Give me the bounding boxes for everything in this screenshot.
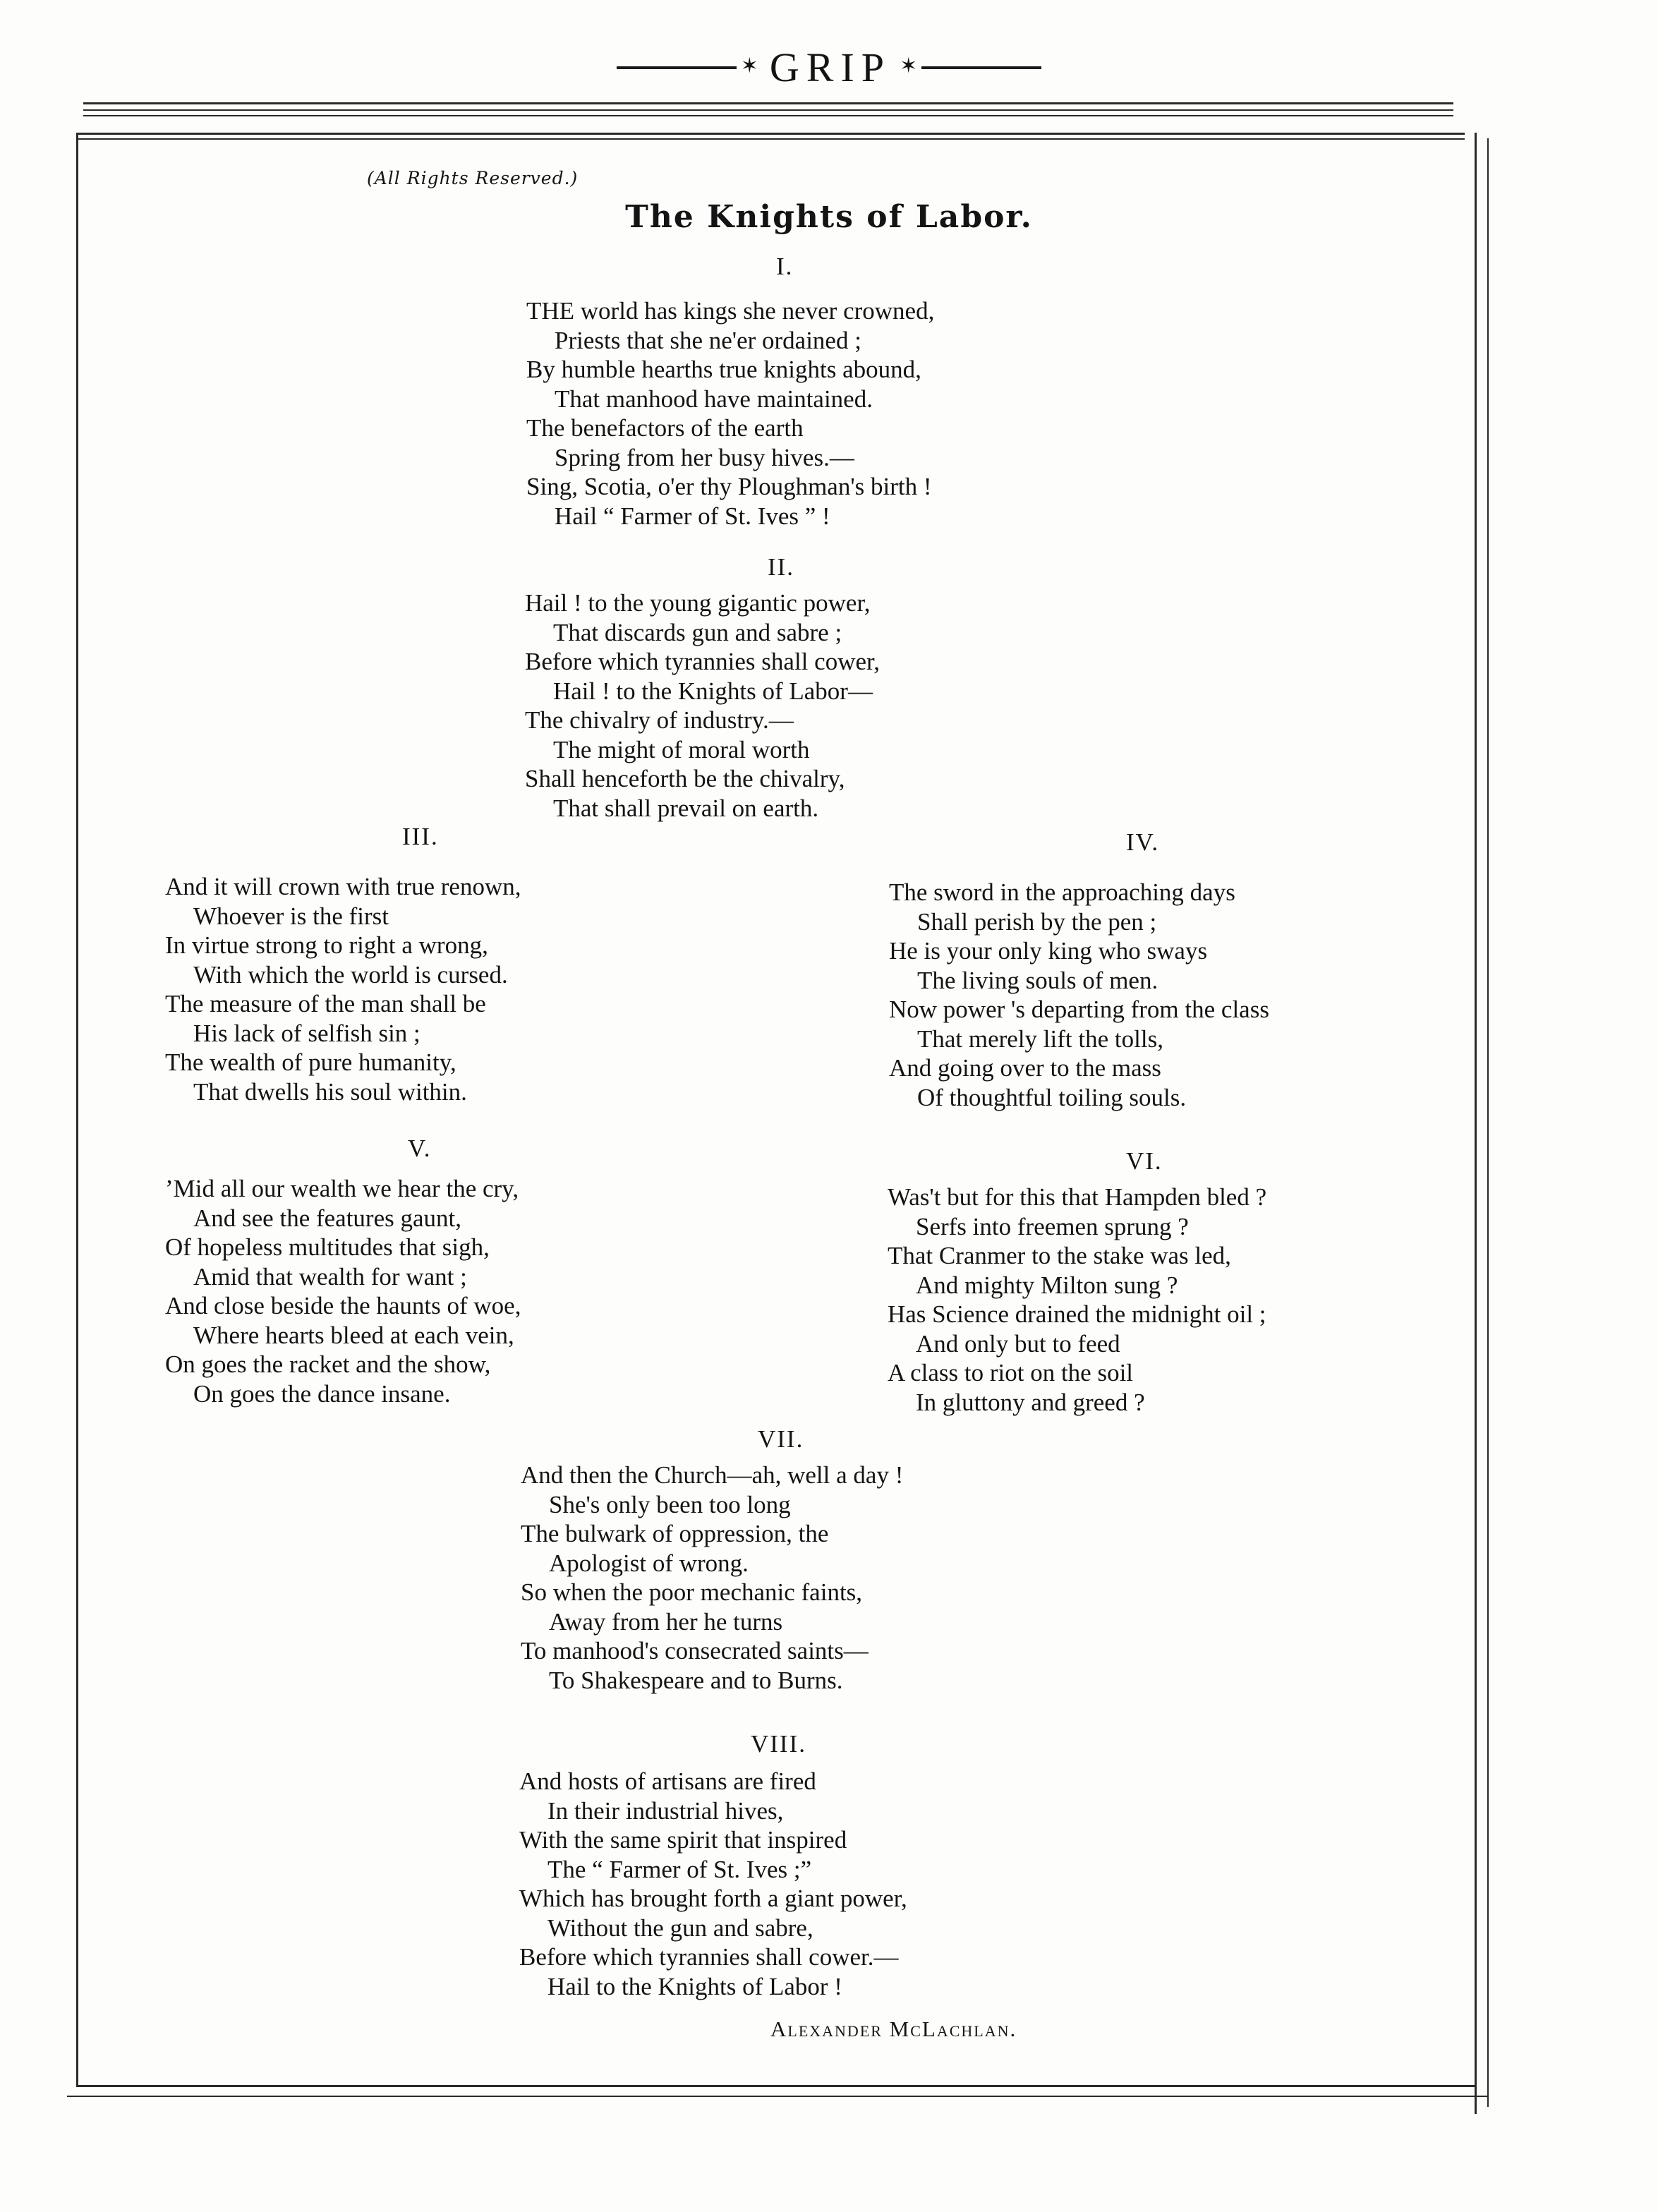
stanza-numeral: III. bbox=[402, 823, 439, 850]
poem-line: To Shakespeare and to Burns. bbox=[549, 1666, 843, 1694]
stanza-numeral: IV. bbox=[1126, 828, 1160, 856]
poem-line: Shall henceforth be the chivalry, bbox=[525, 765, 845, 792]
poem-line: Which has brought forth a giant power, bbox=[519, 1885, 907, 1912]
stanza-numeral: VII. bbox=[758, 1425, 804, 1453]
rights-notice: (All Rights Reserved.) bbox=[367, 168, 579, 188]
poem-line: And going over to the mass bbox=[889, 1054, 1161, 1082]
stanza-1 bbox=[526, 296, 934, 531]
poem-line: Hail “ Farmer of St. Ives ” ! bbox=[555, 502, 830, 530]
poem-line: Now power 's departing from the class bbox=[889, 996, 1269, 1023]
stanza-7 bbox=[521, 1461, 903, 1695]
poem-line: Spring from her busy hives.— bbox=[555, 443, 854, 471]
poem-line: To manhood's consecrated saints— bbox=[521, 1637, 869, 1664]
masthead bbox=[0, 44, 1658, 91]
frame-bottom bbox=[76, 2085, 1477, 2087]
poem-line: And see the features gaunt, bbox=[193, 1204, 461, 1232]
poem-line: The measure of the man shall be bbox=[165, 990, 486, 1017]
poem-line: That manhood have maintained. bbox=[555, 385, 873, 413]
poem-line: And then the Church—ah, well a day ! bbox=[521, 1461, 904, 1489]
masthead-rule-left bbox=[617, 66, 737, 69]
masthead-title: GRIP bbox=[769, 44, 892, 90]
stanza-numeral: VI. bbox=[1126, 1147, 1163, 1175]
stanza-numeral: II. bbox=[768, 553, 795, 581]
poem-line: That dwells his soul within. bbox=[193, 1077, 467, 1106]
header-rule bbox=[83, 102, 1453, 104]
poem-line: Hail ! to the young gigantic power, bbox=[525, 589, 871, 617]
poem-line: Was't but for this that Hampden bled ? bbox=[888, 1183, 1267, 1211]
star-ornament-icon: ✶ bbox=[900, 54, 918, 78]
poem-line: That merely lift the tolls, bbox=[917, 1025, 1163, 1053]
poem-line: The sword in the approaching days bbox=[889, 878, 1235, 906]
stanza-8 bbox=[519, 1767, 907, 2001]
poem-line: A class to riot on the soil bbox=[888, 1359, 1134, 1386]
poem-line: And close beside the haunts of woe, bbox=[165, 1292, 521, 1319]
poem-line: And hosts of artisans are fired bbox=[519, 1767, 816, 1795]
poem-line: He is your only king who sways bbox=[889, 937, 1208, 965]
poem-line: The wealth of pure humanity, bbox=[165, 1048, 456, 1076]
poem-line: Serfs into freemen sprung ? bbox=[916, 1212, 1189, 1240]
poem-line: On goes the dance insane. bbox=[193, 1379, 451, 1408]
poem-line: Has Science drained the midnight oil ; bbox=[888, 1300, 1266, 1328]
poem-line: The “ Farmer of St. Ives ;” bbox=[547, 1855, 812, 1883]
poem-line: The chivalry of industry.— bbox=[525, 706, 794, 734]
poem-line: With the same spirit that inspired bbox=[519, 1826, 847, 1854]
masthead-rule-right bbox=[921, 66, 1041, 69]
frame-right-inner bbox=[1487, 138, 1489, 2107]
poem-line: ’Mid all our wealth we hear the cry, bbox=[165, 1175, 519, 1202]
star-ornament-icon: ✶ bbox=[740, 54, 758, 78]
poem-line: In gluttony and greed ? bbox=[916, 1388, 1145, 1416]
poem-title: The Knights of Labor. bbox=[625, 199, 1033, 235]
poem-line: Of hopeless multitudes that sigh, bbox=[165, 1233, 490, 1261]
poem-line: Shall perish by the pen ; bbox=[917, 907, 1157, 936]
poem-line: Without the gun and sabre, bbox=[547, 1914, 813, 1942]
poem-line: Where hearts bleed at each vein, bbox=[193, 1321, 514, 1349]
poem-line: Before which tyrannies shall cower.— bbox=[519, 1943, 899, 1971]
poem-line: So when the poor mechanic faints, bbox=[521, 1578, 863, 1606]
poem-line: Sing, Scotia, o'er thy Ploughman's birth ! bbox=[526, 473, 932, 500]
poem-line: That shall prevail on earth. bbox=[553, 794, 819, 822]
poem-line: The might of moral worth bbox=[553, 735, 810, 763]
poem-line: The living souls of men. bbox=[917, 966, 1158, 994]
stanza-3 bbox=[165, 872, 521, 1106]
stanza-numeral: VIII. bbox=[751, 1730, 806, 1758]
poem-line: And it will crown with true renown, bbox=[165, 873, 521, 900]
poem-line: Before which tyrannies shall cower, bbox=[525, 648, 881, 675]
poem-line: Amid that wealth for want ; bbox=[193, 1262, 467, 1291]
poem-line: Priests that she ne'er ordained ; bbox=[555, 326, 861, 354]
poem-line: And mighty Milton sung ? bbox=[916, 1271, 1178, 1299]
poem-line: On goes the racket and the show, bbox=[165, 1350, 491, 1378]
header-rule bbox=[83, 109, 1453, 111]
frame-bottom-outer bbox=[67, 2096, 1489, 2097]
stanza-5 bbox=[165, 1174, 521, 1408]
poem-line: That discards gun and sabre ; bbox=[553, 618, 842, 646]
poem-line: She's only been too long bbox=[549, 1490, 791, 1518]
poem-line: In their industrial hives, bbox=[547, 1796, 784, 1825]
poem-line: The bulwark of oppression, the bbox=[521, 1520, 829, 1547]
frame-top bbox=[78, 133, 1465, 135]
poem-line: Whoever is the first bbox=[193, 902, 389, 930]
poem-line: By humble hearths true knights abound, bbox=[526, 356, 921, 383]
poem-line: His lack of selfish sin ; bbox=[193, 1019, 420, 1047]
header-rule bbox=[83, 115, 1453, 116]
frame-right bbox=[1475, 133, 1477, 2114]
poem-line: Hail to the Knights of Labor ! bbox=[547, 1972, 842, 2000]
poem-line: Of thoughtful toiling souls. bbox=[917, 1083, 1187, 1111]
poem-line: That Cranmer to the stake was led, bbox=[888, 1242, 1231, 1269]
frame-top-inner bbox=[78, 138, 1465, 140]
poem-line: Away from her he turns bbox=[549, 1607, 783, 1636]
poem-line: Hail ! to the Knights of Labor— bbox=[553, 677, 873, 705]
poem-line: And only but to feed bbox=[916, 1329, 1120, 1358]
poem-line: In virtue strong to right a wrong, bbox=[165, 931, 488, 959]
stanza-4 bbox=[889, 878, 1269, 1112]
poem-line: With which the world is cursed. bbox=[193, 960, 508, 989]
poem-line: THE world has kings she never crowned, bbox=[526, 297, 935, 325]
stanza-2 bbox=[525, 588, 880, 823]
poem-line: The benefactors of the earth bbox=[526, 414, 804, 442]
frame-left bbox=[76, 133, 78, 2087]
stanza-6 bbox=[888, 1183, 1266, 1417]
poem-line: Apologist of wrong. bbox=[549, 1549, 749, 1577]
author-signature: Alexander McLachlan. bbox=[770, 2017, 1017, 2041]
stanza-numeral: V. bbox=[408, 1135, 432, 1162]
stanza-numeral: I. bbox=[776, 253, 794, 280]
